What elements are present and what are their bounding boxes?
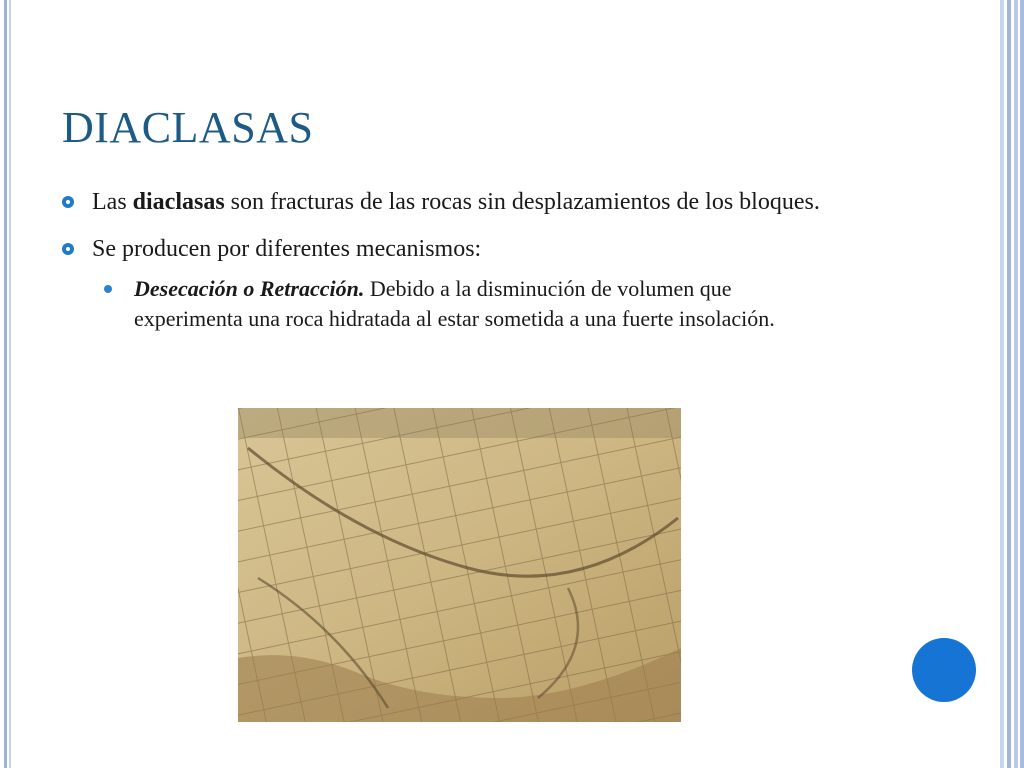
bullet-mechanisms — [62, 233, 832, 266]
right-border-decoration — [974, 0, 1024, 768]
left-border-decoration — [0, 0, 12, 768]
bullet-definition-suffix: son fracturas de las rocas sin desplazamientos de los bloques. — [224, 189, 820, 215]
bullet-definition — [62, 186, 832, 219]
bullet-definition-prefix: Las — [92, 189, 133, 215]
bullet-mechanisms-text: Se producen por diferentes mecanismos: — [92, 236, 482, 262]
slide-title: DIACLASAS — [62, 103, 314, 152]
accent-circle — [912, 638, 976, 702]
rock-joints-photo — [238, 408, 681, 722]
bullet-icon — [62, 196, 74, 208]
sub-bullet-text: Debido a la disminución de volumen que experimenta una roca hidratada al estar sometida a una fuerte insolación. — [134, 276, 775, 331]
sub-bullet-heading: Desecación o Retracción. — [134, 276, 365, 301]
bullet-definition-bold: diaclasas — [132, 189, 225, 215]
sub-bullet-desecacion — [104, 274, 832, 334]
slide-content — [62, 186, 832, 334]
bullet-icon — [62, 243, 74, 255]
sub-bullet-icon — [104, 285, 112, 293]
